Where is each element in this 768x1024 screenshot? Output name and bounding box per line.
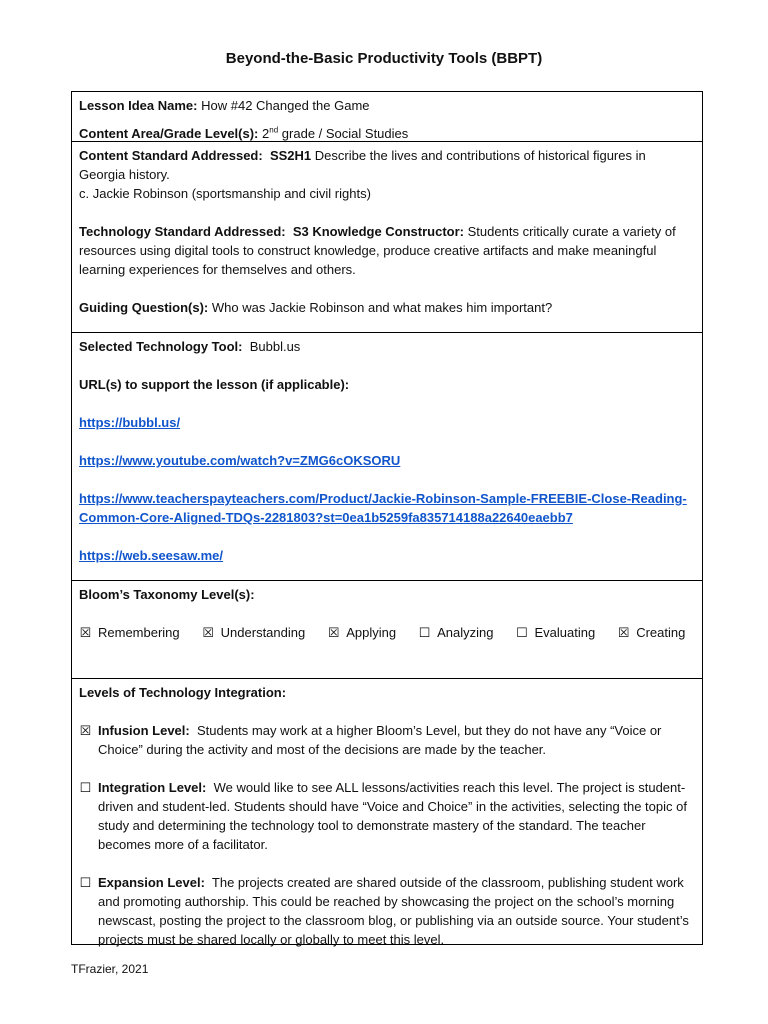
checkbox-icon: ☐ <box>516 625 528 640</box>
tech-standard-label: Technology Standard Addressed: <box>79 224 286 239</box>
url-link-youtube[interactable]: https://www.youtube.com/watch?v=ZMG6cOKSORU <box>79 453 401 468</box>
checkbox-icon: ☒ <box>79 625 92 640</box>
checkbox-icon: ☒ <box>327 625 340 640</box>
bloom-label: Bloom’s Taxonomy Level(s): <box>79 587 255 602</box>
content-standard-code: SS2H1 <box>269 148 312 163</box>
grade-num: 2 <box>262 126 270 141</box>
infusion-level-text: Students may work at a higher Bloom’s Level, but they do not have any “Voice or Choice” during the activity and most of the decisions are made by the teacher. <box>98 723 662 757</box>
grade-sup: nd <box>269 125 279 135</box>
guiding-question-text: Who was Jackie Robinson and what makes him important? <box>211 300 553 315</box>
bloom-creating-label: Creating <box>636 625 686 640</box>
bloom-evaluating-label: Evaluating <box>534 625 596 640</box>
content-standard-sub: c. Jackie Robinson (sportsmanship and civil rights) <box>79 186 371 201</box>
lesson-table <box>71 91 703 945</box>
bloom-evaluating[interactable] <box>515 623 595 642</box>
lesson-name-value: How #42 Changed the Game <box>201 98 370 113</box>
integration-cell <box>72 678 702 947</box>
tech-standard-code: S3 Knowledge Constructor: <box>292 224 465 239</box>
bloom-remembering-label: Remembering <box>98 625 180 640</box>
bloom-applying[interactable] <box>327 623 396 642</box>
standards-cell <box>72 141 702 332</box>
expansion-level-text: The projects created are shared outside of the classroom, publishing student work and promoting authorship. This could be reached by showcasing the project on the school’s morning newscast, posting the project to the classroom blog, or publishing via an outside source. Your student’s projects must be shared locally or globally to meet this level. <box>98 875 689 947</box>
url-link-bubbl[interactable]: https://bubbl.us/ <box>79 415 181 430</box>
bloom-analyzing[interactable] <box>418 623 493 642</box>
footer-text: TFrazier, 2021 <box>71 962 149 976</box>
integration-level[interactable] <box>79 778 695 854</box>
checkbox-icon: ☒ <box>79 723 92 738</box>
checkbox-icon: ☐ <box>79 780 92 795</box>
bloom-remembering[interactable] <box>79 623 180 642</box>
grade-rest: grade / Social Studies <box>281 126 409 141</box>
tech-standard-text: Students critically curate a variety of resources using digital tools to construct knowledge, produce creative artifacts and make meaningful learning experiences for themselves and others. <box>79 224 676 277</box>
tool-value: Bubbl.us <box>249 339 301 354</box>
integration-level-name: Integration Level: <box>98 780 207 795</box>
lesson-name-label: Lesson Idea Name: <box>79 98 198 113</box>
integration-level-text: We would like to see ALL lessons/activities reach this level. The project is student-driven and student-led. Students should have “Voice and Choice” in the activities, selecting the topic of study and determining the technology tool to demonstrate mastery of the standard. The teacher becomes more of a facilitator. <box>98 780 687 852</box>
checkbox-icon: ☒ <box>617 625 630 640</box>
bloom-cell <box>72 580 702 678</box>
content-area-label: Content Area/Grade Level(s): <box>79 126 259 141</box>
checkbox-icon: ☒ <box>202 625 214 640</box>
tool-label: Selected Technology Tool: <box>79 339 243 354</box>
bloom-applying-label: Applying <box>346 625 397 640</box>
url-link-tpt[interactable]: https://www.teacherspayteachers.com/Product/Jackie-Robinson-Sample-FREEBIE-Close-Reading-Common-Core-Aligned-TDQs-2281803?st=0ea1b5259fa835714188a22640eaebb7 <box>79 491 687 525</box>
urls-label: URL(s) to support the lesson (if applicable): <box>79 377 350 392</box>
bloom-options <box>79 623 695 642</box>
bloom-analyzing-label: Analyzing <box>437 625 494 640</box>
bloom-understanding-label: Understanding <box>220 625 306 640</box>
infusion-level[interactable] <box>79 721 695 759</box>
content-standard-label: Content Standard Addressed: <box>79 148 263 163</box>
tool-cell <box>72 332 702 580</box>
bloom-creating[interactable] <box>617 623 685 642</box>
guiding-question-label: Guiding Question(s): <box>79 300 209 315</box>
expansion-level-name: Expansion Level: <box>98 875 205 890</box>
checkbox-icon: ☐ <box>418 625 431 640</box>
checkbox-icon: ☐ <box>79 875 92 890</box>
infusion-level-name: Infusion Level: <box>98 723 190 738</box>
bloom-understanding[interactable] <box>202 623 306 642</box>
page-title: Beyond-the-Basic Productivity Tools (BBPT) <box>225 50 543 67</box>
expansion-level[interactable] <box>79 873 695 949</box>
lesson-cell <box>72 92 702 141</box>
url-link-seesaw[interactable]: https://web.seesaw.me/ <box>79 548 224 563</box>
integration-label: Levels of Technology Integration: <box>79 685 287 700</box>
content-standard-text: Describe the lives and contributions of historical figures in Georgia history. <box>79 148 646 182</box>
